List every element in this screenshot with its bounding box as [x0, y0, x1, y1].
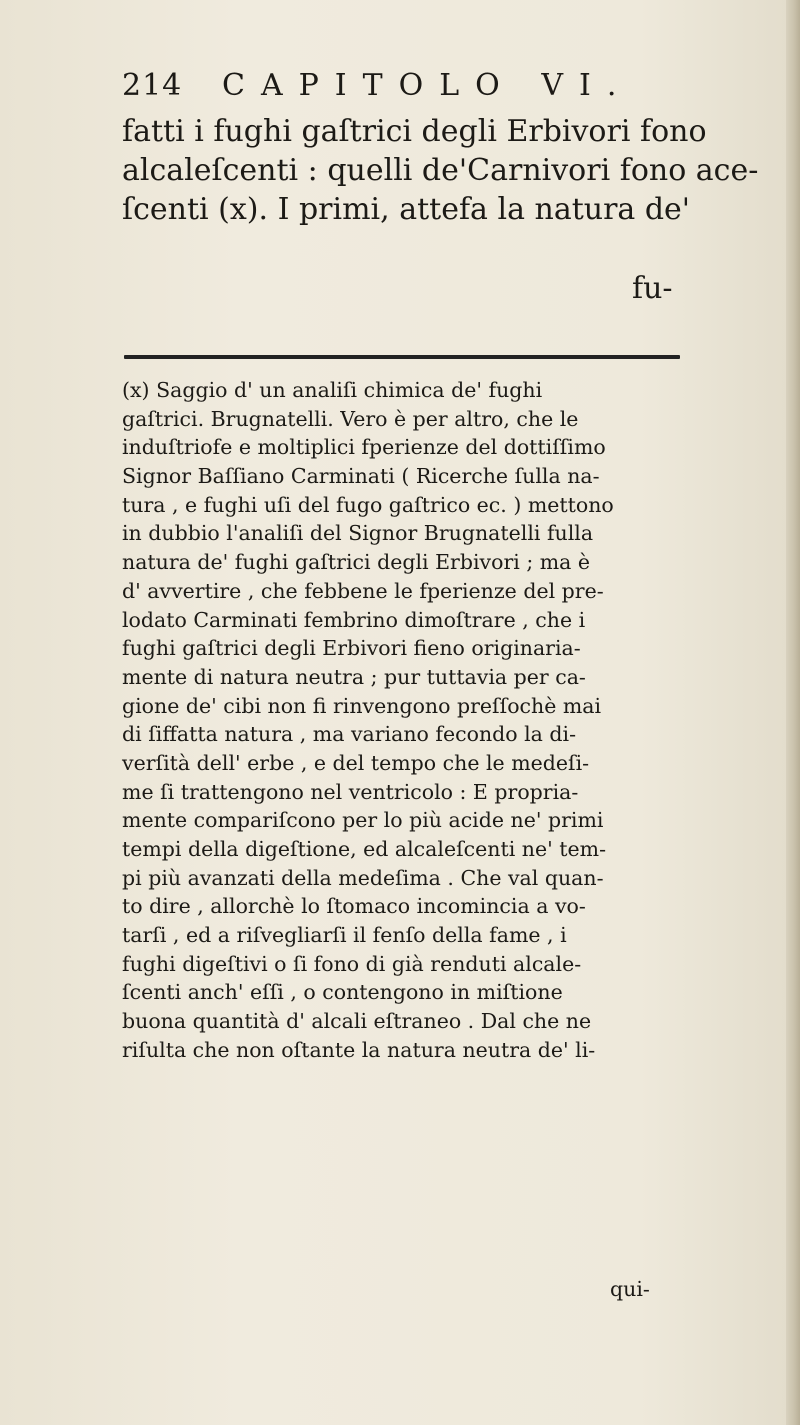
- footnote-line: fughi digeſtivi o ſi fono di già renduti alcale-: [122, 951, 582, 976]
- running-title: CAPITOLO VI.: [222, 68, 633, 103]
- footnote-line: tura , e fughi uſi del fugo gaſtrico ec. ) mettono: [122, 492, 614, 517]
- footnote-line: d' avvertire , che febbene le fperienze del pre-: [122, 578, 604, 603]
- footnote-line: mente di natura neutra ; pur tuttavia per ca-: [122, 664, 586, 689]
- footnote-catchword: qui-: [610, 1277, 650, 1301]
- text-line: fatti i fughi gaſtrici degli Erbivori fono: [122, 114, 707, 149]
- footnote-line: tempi della digeſtione, ed alcaleſcenti ne' tem-: [122, 837, 607, 861]
- footnote-rule: [124, 355, 680, 359]
- footnote-line: (x) Saggio d' un analiſi chimica de' fughi: [122, 378, 543, 402]
- footnote-line: fughi gaſtrici degli Erbivori fieno originaria-: [122, 636, 581, 661]
- main-catchword: fu-: [632, 271, 673, 306]
- footnote-line: in dubbio l'analiſi del Signor Brugnatelli fulla: [122, 521, 594, 546]
- footnote-line: ſcenti anch' eſſi , o contengono in miſtione: [122, 980, 563, 1005]
- footnote-line: gione de' cibi non fi rinvengono preſſochè mai: [122, 693, 602, 718]
- footnote-line: pi più avanzati della medeſima . Che val quan-: [122, 865, 604, 890]
- footnote-line: induſtriofe e moltiplici fperienze del dottiſſimo: [122, 435, 606, 460]
- text-line: ſcenti (x). I primi, attefa la natura de': [122, 192, 691, 227]
- footnote-line: verſità dell' erbe , e del tempo che le medeſi-: [122, 750, 590, 775]
- page-edge: [786, 0, 800, 1425]
- main-text: [122, 112, 759, 229]
- footnote-line: mente compariſcono per lo più acide ne' primi: [122, 808, 604, 833]
- footnote-line: buona quantità d' alcali eſtraneo . Dal che ne: [122, 1009, 592, 1034]
- page-header: [122, 68, 682, 108]
- footnote-line: natura de' fughi gaſtrici degli Erbivori ; ma è: [122, 550, 591, 575]
- footnote-line: lodato Carminati fembrino dimoſtrare , che i: [122, 607, 586, 632]
- text-line: alcaleſcenti : quelli de'Carnivori fono ace-: [122, 153, 759, 188]
- footnote-line: Signor Baſſiano Carminati ( Ricerche ſulla na-: [122, 464, 600, 489]
- footnote-line: riſulta che non oſtante la natura neutra de' li-: [122, 1037, 596, 1062]
- footnote-line: di ſiffatta natura , ma variano fecondo la di-: [122, 722, 577, 747]
- footnote-line: gaſtrici. Brugnatelli. Vero è per altro, che le: [122, 406, 579, 431]
- footnote-line: me ſi trattengono nel ventricolo : E propria-: [122, 779, 579, 804]
- footnote-line: to dire , allorchè lo ſtomaco incomincia a vo-: [122, 894, 586, 919]
- page-number: 214: [122, 68, 183, 103]
- footnote-line: tarſi , ed a riſvegliarſi il fenſo della fame , i: [122, 923, 567, 948]
- footnote: [122, 376, 682, 1065]
